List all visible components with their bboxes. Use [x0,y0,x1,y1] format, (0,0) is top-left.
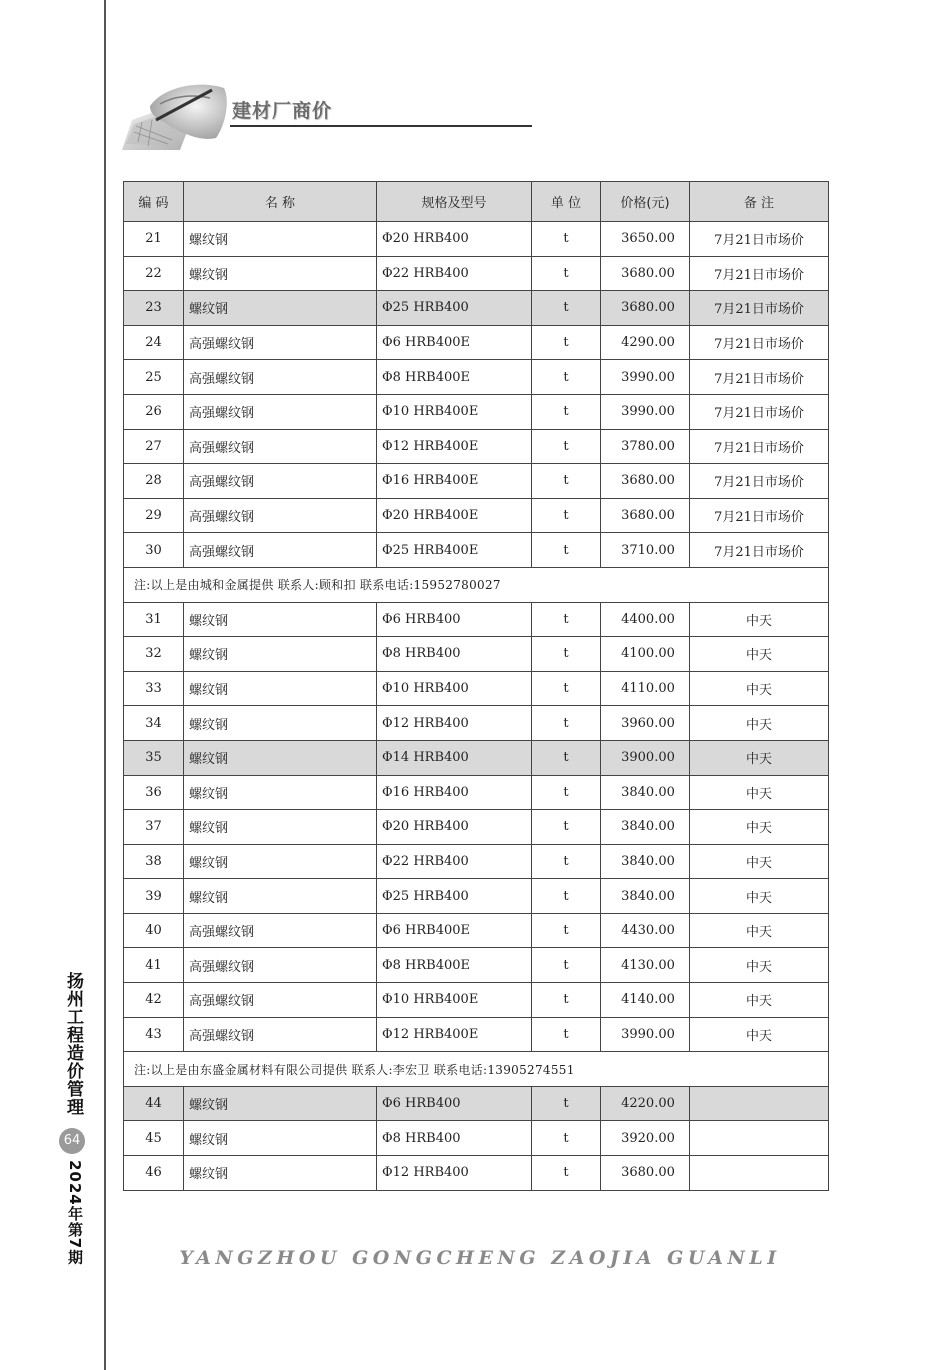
cell-unit: t [532,464,601,499]
cell-code: 40 [124,913,184,948]
cell-code: 33 [124,671,184,706]
cell-price: 4220.00 [601,1086,690,1121]
cell-code: 29 [124,498,184,533]
cell-price: 3680.00 [601,256,690,291]
cell-spec: Φ25 HRB400E [377,533,532,568]
table-row [124,1017,829,1052]
cell-code: 30 [124,533,184,568]
cell-price: 4110.00 [601,671,690,706]
cell-note: 中天 [690,983,829,1018]
col-header-price: 价格(元) [601,182,690,222]
cell-code: 32 [124,637,184,672]
cell-note: 7月21日市场价 [690,464,829,499]
table-row [124,637,829,672]
supplier-note: 注:以上是由东盛金属材料有限公司提供 联系人:李宏卫 联系电话:13905274551 [124,1052,829,1087]
table-row [124,1086,829,1121]
cell-note [690,1156,829,1191]
table-row [124,291,829,326]
cell-unit: t [532,879,601,914]
cell-spec: Φ8 HRB400 [377,1121,532,1156]
cell-spec: Φ20 HRB400E [377,498,532,533]
cell-note: 7月21日市场价 [690,533,829,568]
cell-price: 3840.00 [601,810,690,845]
cell-code: 38 [124,844,184,879]
cell-price: 3960.00 [601,706,690,741]
cell-spec: Φ12 HRB400E [377,429,532,464]
cell-code: 43 [124,1017,184,1052]
cell-note: 中天 [690,913,829,948]
cell-unit: t [532,602,601,637]
cell-spec: Φ12 HRB400 [377,706,532,741]
table-row [124,394,829,429]
cell-price: 3840.00 [601,775,690,810]
table-row [124,810,829,845]
cell-spec: Φ10 HRB400 [377,671,532,706]
cell-name: 螺纹钢 [184,222,377,257]
cell-note: 7月21日市场价 [690,360,829,395]
cell-spec: Φ12 HRB400E [377,1017,532,1052]
cell-code: 39 [124,879,184,914]
table-row [124,360,829,395]
cell-spec: Φ10 HRB400E [377,394,532,429]
cell-spec: Φ14 HRB400 [377,740,532,775]
cell-code: 21 [124,222,184,257]
cell-price: 3990.00 [601,394,690,429]
table-row [124,222,829,257]
cell-spec: Φ12 HRB400 [377,1156,532,1191]
cell-name: 高强螺纹钢 [184,1017,377,1052]
table-row [124,1156,829,1191]
cell-note: 7月21日市场价 [690,256,829,291]
cell-price: 3710.00 [601,533,690,568]
cell-unit: t [532,256,601,291]
table-row [124,256,829,291]
cell-unit: t [532,948,601,983]
cell-unit: t [532,637,601,672]
cell-unit: t [532,844,601,879]
cell-code: 27 [124,429,184,464]
cell-name: 螺纹钢 [184,740,377,775]
cell-code: 24 [124,325,184,360]
cell-unit: t [532,498,601,533]
cell-price: 3920.00 [601,1121,690,1156]
table-row [124,429,829,464]
cell-name: 高强螺纹钢 [184,983,377,1018]
cell-name: 螺纹钢 [184,1156,377,1191]
table-row [124,740,829,775]
cell-note: 中天 [690,810,829,845]
table-row [124,602,829,637]
cell-spec: Φ16 HRB400E [377,464,532,499]
cell-code: 25 [124,360,184,395]
cell-unit: t [532,913,601,948]
cell-code: 23 [124,291,184,326]
cell-spec: Φ6 HRB400E [377,913,532,948]
table-row [124,533,829,568]
cell-price: 4140.00 [601,983,690,1018]
cell-unit: t [532,1017,601,1052]
col-header-name: 名 称 [184,182,377,222]
cell-unit: t [532,222,601,257]
cell-note: 7月21日市场价 [690,498,829,533]
cell-name: 高强螺纹钢 [184,394,377,429]
cell-unit: t [532,394,601,429]
table-row [124,671,829,706]
cell-name: 高强螺纹钢 [184,948,377,983]
cell-price: 3840.00 [601,879,690,914]
cell-spec: Φ10 HRB400E [377,983,532,1018]
table-row [124,464,829,499]
cell-price: 3780.00 [601,429,690,464]
cell-unit: t [532,775,601,810]
table-row [124,948,829,983]
table-row [124,983,829,1018]
cell-price: 3990.00 [601,1017,690,1052]
cell-spec: Φ8 HRB400 [377,637,532,672]
publication-title: 扬州工程造价管理 [63,972,83,1116]
cell-note: 7月21日市场价 [690,222,829,257]
cell-unit: t [532,810,601,845]
table-row [124,913,829,948]
col-header-code: 编 码 [124,182,184,222]
price-table [123,181,829,1191]
supplier-note-row [124,567,829,602]
cell-name: 螺纹钢 [184,256,377,291]
header-hand-pen-illustration [120,80,232,152]
cell-unit: t [532,360,601,395]
cell-spec: Φ16 HRB400 [377,775,532,810]
cell-name: 高强螺纹钢 [184,498,377,533]
cell-name: 螺纹钢 [184,810,377,845]
cell-spec: Φ6 HRB400 [377,602,532,637]
cell-name: 螺纹钢 [184,671,377,706]
spine-line [104,0,106,1370]
cell-name: 螺纹钢 [184,879,377,914]
cell-note: 中天 [690,879,829,914]
cell-price: 4430.00 [601,913,690,948]
cell-code: 46 [124,1156,184,1191]
cell-price: 3680.00 [601,1156,690,1191]
cell-name: 螺纹钢 [184,1086,377,1121]
footer-text: YANGZHOU GONGCHENG ZAOJIA GUANLI [179,1247,781,1269]
cell-price: 3990.00 [601,360,690,395]
cell-spec: Φ20 HRB400 [377,222,532,257]
cell-name: 螺纹钢 [184,844,377,879]
cell-price: 3680.00 [601,498,690,533]
cell-price: 4100.00 [601,637,690,672]
cell-code: 41 [124,948,184,983]
table-header-row [124,182,829,222]
table-row [124,879,829,914]
col-header-note: 备 注 [690,182,829,222]
cell-code: 34 [124,706,184,741]
cell-name: 高强螺纹钢 [184,360,377,395]
cell-unit: t [532,1086,601,1121]
cell-unit: t [532,706,601,741]
cell-note: 中天 [690,844,829,879]
cell-price: 4400.00 [601,602,690,637]
cell-spec: Φ8 HRB400E [377,360,532,395]
table-row [124,775,829,810]
cell-price: 3680.00 [601,464,690,499]
cell-price: 4290.00 [601,325,690,360]
cell-spec: Φ22 HRB400 [377,844,532,879]
cell-name: 高强螺纹钢 [184,464,377,499]
cell-note: 中天 [690,602,829,637]
cell-note: 7月21日市场价 [690,291,829,326]
cell-code: 37 [124,810,184,845]
cell-price: 3680.00 [601,291,690,326]
supplier-note: 注:以上是由城和金属提供 联系人:顾和扣 联系电话:15952780027 [124,567,829,602]
cell-note: 7月21日市场价 [690,429,829,464]
cell-price: 4130.00 [601,948,690,983]
cell-spec: Φ6 HRB400E [377,325,532,360]
cell-name: 螺纹钢 [184,775,377,810]
col-header-spec: 规格及型号 [377,182,532,222]
cell-note: 中天 [690,1017,829,1052]
cell-name: 高强螺纹钢 [184,325,377,360]
cell-name: 高强螺纹钢 [184,533,377,568]
cell-code: 22 [124,256,184,291]
cell-code: 26 [124,394,184,429]
cell-note: 中天 [690,948,829,983]
cell-unit: t [532,671,601,706]
cell-unit: t [532,983,601,1018]
cell-name: 螺纹钢 [184,706,377,741]
cell-price: 3650.00 [601,222,690,257]
cell-note: 中天 [690,637,829,672]
cell-code: 36 [124,775,184,810]
cell-note [690,1121,829,1156]
table-row [124,844,829,879]
table-body [124,222,829,1191]
cell-spec: Φ6 HRB400 [377,1086,532,1121]
table-row [124,498,829,533]
cell-note: 中天 [690,706,829,741]
cell-code: 35 [124,740,184,775]
cell-unit: t [532,291,601,326]
cell-name: 高强螺纹钢 [184,913,377,948]
cell-unit: t [532,1156,601,1191]
table-row [124,325,829,360]
supplier-note-row [124,1052,829,1087]
issue-label: 2024年第7期 [66,1160,84,1266]
page-number: 64 [59,1128,85,1154]
cell-code: 42 [124,983,184,1018]
cell-unit: t [532,429,601,464]
cell-name: 螺纹钢 [184,1121,377,1156]
header-rule [230,125,532,127]
cell-spec: Φ8 HRB400E [377,948,532,983]
cell-name: 高强螺纹钢 [184,429,377,464]
cell-note: 7月21日市场价 [690,325,829,360]
cell-price: 3900.00 [601,740,690,775]
cell-unit: t [532,740,601,775]
table-row [124,1121,829,1156]
cell-code: 28 [124,464,184,499]
cell-spec: Φ25 HRB400 [377,291,532,326]
cell-code: 44 [124,1086,184,1121]
col-header-unit: 单 位 [532,182,601,222]
cell-name: 螺纹钢 [184,602,377,637]
cell-unit: t [532,325,601,360]
cell-code: 45 [124,1121,184,1156]
cell-unit: t [532,1121,601,1156]
cell-name: 螺纹钢 [184,291,377,326]
table-row [124,706,829,741]
cell-note: 中天 [690,671,829,706]
cell-code: 31 [124,602,184,637]
cell-unit: t [532,533,601,568]
cell-price: 3840.00 [601,844,690,879]
cell-note: 7月21日市场价 [690,394,829,429]
cell-note: 中天 [690,775,829,810]
cell-spec: Φ25 HRB400 [377,879,532,914]
cell-note: 中天 [690,740,829,775]
cell-name: 螺纹钢 [184,637,377,672]
cell-spec: Φ20 HRB400 [377,810,532,845]
section-title: 建材厂商价 [232,100,333,122]
cell-note [690,1086,829,1121]
cell-spec: Φ22 HRB400 [377,256,532,291]
